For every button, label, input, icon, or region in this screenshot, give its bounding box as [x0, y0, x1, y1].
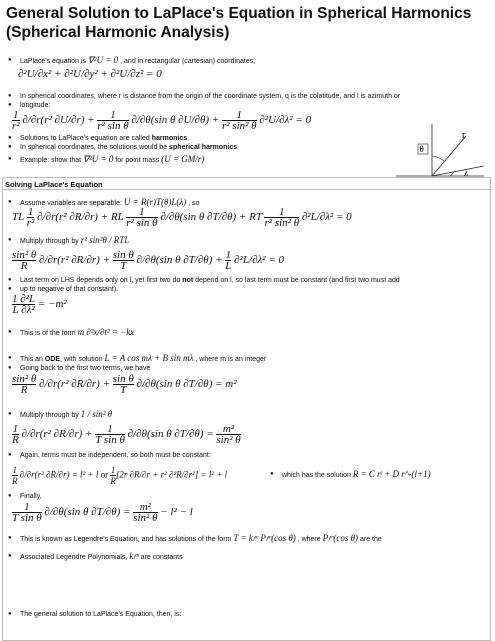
bullet-text: , where m is an integer — [195, 356, 267, 363]
bullet-text: Associated Legendre Polynomials, — [20, 554, 128, 561]
theta-equation: $\frac{1}{\text{T sin θ}}$ ∂/∂θ(sin θ ∂T/∂θ) = $\frac{\text{m²}}{\text{sin² θ}}$ − l² − l — [12, 501, 193, 524]
bullet-multiply — [20, 236, 129, 246]
bullet-text: Solutions to LaPlace's equation are called — [20, 135, 152, 142]
bold-text: spherical harmonics — [169, 144, 238, 151]
bullet-text: Going back to the first two terms, we have — [20, 365, 151, 372]
bullet-text: In spherical coordinates, the solutions would be — [20, 144, 170, 151]
ode-solution-math: L = A cos mλ + B sin mλ — [104, 353, 194, 363]
laplacian-math: ∇²U = 0 — [87, 55, 119, 65]
bullet-text: LaPlace's equation is — [20, 58, 86, 65]
bullet-text: which has the solution — [282, 472, 351, 479]
page-title: General Solution to LaPlace's Equation in Spherical Harmonics (Spherical Harmonic Analysis) — [6, 5, 472, 41]
bullet-text: Finally, — [20, 493, 42, 500]
bullet-continuation — [20, 101, 50, 110]
point-mass-math: (U = GM/r) — [161, 154, 205, 164]
bullet-legendre — [20, 534, 382, 544]
legendre-continuation — [20, 552, 183, 562]
bullet-text: , with solution — [60, 356, 103, 363]
bullet-text: , where — [297, 536, 321, 543]
bullet-spherical-harmonics — [20, 143, 237, 152]
lambda-label: λ — [464, 168, 469, 178]
divided-equation: $\frac{1}{R}$ ∂/∂r(r² ∂R/∂r) + $\frac{1}{\text{T sin θ}}$ ∂/∂θ(sin θ ∂T/∂θ) = $\frac{\text{m²}}{\text{sin² θ}}$ — [12, 423, 241, 446]
spherical-laplacian-equation: $\frac{1}{\text{r²}}$ ∂/∂r(r² ∂U/∂r) + $\frac{1}{\text{r² sin θ}}$ ∂/∂θ(sin θ ∂U/∂θ) + $\frac{1}{\text{r² sin² θ}}$ ∂²U/∂λ² = 0 — [12, 109, 311, 132]
bullet-going-back — [20, 364, 150, 373]
bullet-text: , and in rectangular (cartesian) coordinates, — [120, 58, 256, 65]
bullet-text: Assume variables are separable: — [20, 200, 122, 207]
legendre-solution-math: T = kₗᵐ Pₗᵐ(cos θ) — [233, 533, 296, 543]
bullet-text: Again, terms must be independent, so both must be constant: — [20, 452, 211, 459]
bullet-text: Example: show that — [20, 157, 82, 164]
bullet-spherical — [20, 92, 400, 101]
bullet-text: up to negative of that constant). — [20, 286, 119, 293]
bullet-text: Multiply through by — [20, 238, 79, 245]
bullet-harmonics — [20, 134, 187, 143]
bullet-text: In spherical coordinates, where r is distance from the origin of the coordinate system, q is the colatitude, and l is azimuth or — [20, 93, 401, 100]
bullet-finally — [20, 492, 42, 501]
bullet-general-solution — [20, 610, 181, 619]
bullet-text: , so — [188, 200, 200, 207]
radial-solution-math: R = C rˡ + D r^-(l+1) — [352, 469, 431, 479]
constant-math: kₗᵐ — [129, 551, 139, 561]
bullet-text: The general solution to LaPlace's Equation, then, is: — [20, 611, 182, 618]
separated-equation: TL $\frac{1}{\text{r²}}$ ∂/∂r(r² ∂R/∂r) + RL $\frac{1}{\text{r² sin θ}}$ ∂/∂θ(sin θ ∂T/∂θ) + RT $\frac{1}{\text{r² sin² θ}}$ ∂²L/∂λ² = 0 — [12, 206, 352, 229]
bullet-multiply-2 — [20, 410, 112, 420]
bullet-text: Multiply through by — [20, 412, 79, 419]
multiplied-equation: $\frac{\text{sin² θ}}{R}$ ∂/∂r(r² ∂R/∂r) + $\frac{\text{sin θ}}{T}$ ∂/∂θ(sin θ ∂T/∂θ) + $\frac{1}{L}$ ∂²L/∂λ² = 0 — [12, 249, 284, 272]
radial-solution-line — [282, 470, 431, 480]
multiplier-math: 1 / sin² θ — [80, 409, 113, 419]
section-divider — [2, 189, 490, 190]
section-box — [2, 177, 491, 641]
multiplier-math: r² sin²θ / RTL — [80, 235, 130, 245]
bullet-laplace — [20, 56, 255, 66]
bold-text: harmonics — [151, 135, 188, 142]
bullet-text: Last term on LHS depends only on l, yet first two do — [20, 277, 183, 284]
bullet-text: for point mass — [115, 157, 160, 164]
bullet-text: This is of the form — [20, 330, 76, 337]
bold-text: not — [182, 277, 194, 284]
bullet-text: This is known as Legendre's Equation, and has solutions of the form — [20, 536, 232, 543]
cartesian-equation: ∂²U/∂x² + ∂²U/∂y² + ∂²U/∂z² = 0 — [18, 68, 162, 80]
section-header: Solving LaPlace's Equation — [5, 180, 103, 189]
legendre-poly-math: Pₗᵐ(cos θ) — [322, 533, 359, 543]
r-label: r — [462, 130, 466, 141]
bullet-text: are the — [360, 536, 382, 543]
bullet-text: longitude: — [20, 102, 51, 109]
radial-equation: $\frac{1}{R}$ ∂/∂r(r² ∂R/∂r) = l² + l or $\frac{1}{R}$ [2r ∂R/∂r + r² ∂²R/∂r²] = l² + l — [12, 465, 228, 486]
first-two-terms-equation: $\frac{\text{sin² θ}}{R}$ ∂/∂r(r² ∂R/∂r) + $\frac{\text{sin θ}}{T}$ ∂/∂θ(sin θ ∂T/∂θ) = m² — [12, 373, 237, 396]
form-line — [20, 328, 134, 338]
separable-math: U = R(r)T(θ)L(λ) — [123, 197, 187, 207]
form-math: m ∂²x/∂t² = −kx — [77, 327, 135, 337]
lambda-equation: $\frac{\text{1 ∂²L}}{\text{L ∂λ²}}$ = −m² — [12, 293, 67, 316]
bullet-text: are constants — [140, 554, 183, 561]
bullet-ode — [20, 354, 266, 364]
bullet-last-term — [20, 276, 400, 285]
bullet-text: depend on l, so last term must be constant (and first two must add — [193, 277, 400, 284]
bullet-text: This an — [20, 356, 45, 363]
bullet-example — [20, 155, 204, 165]
bullet-independent — [20, 451, 211, 460]
bold-text: ODE — [44, 356, 61, 363]
theta-label: θ — [419, 144, 424, 154]
laplacian-math: ∇²U = 0 — [83, 154, 114, 164]
spherical-coordinates-diagram — [384, 122, 490, 178]
